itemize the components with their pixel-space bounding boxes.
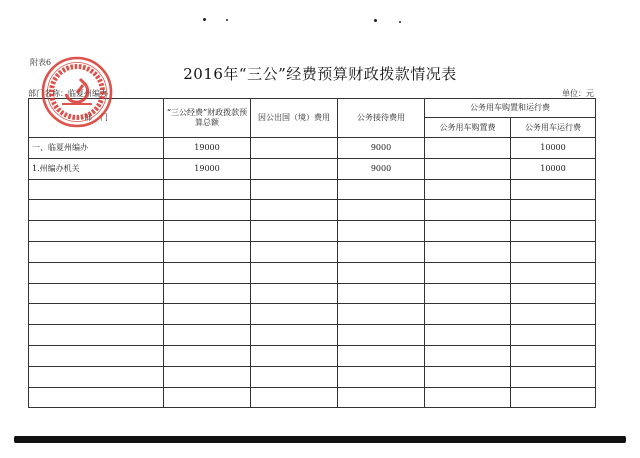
- cell-total: [164, 304, 251, 325]
- cell-purchase: [425, 241, 511, 262]
- cell-total: [164, 283, 251, 304]
- cell-total: [164, 221, 251, 242]
- cell-reception: [338, 262, 425, 283]
- cell-reception: [338, 345, 425, 366]
- table-row: [29, 200, 596, 221]
- cell-operation: [511, 304, 596, 325]
- cell-total: [164, 241, 251, 262]
- cell-dept: [29, 200, 164, 221]
- cell-operation: [511, 325, 596, 346]
- cell-reception: [338, 241, 425, 262]
- cell-abroad: [251, 387, 338, 408]
- table-row: [29, 138, 596, 159]
- cell-purchase: [425, 200, 511, 221]
- cell-abroad: [251, 138, 338, 159]
- header-vehicle-operation: 公务用车运行费: [511, 118, 596, 138]
- cell-abroad: [251, 283, 338, 304]
- cell-dept: [29, 304, 164, 325]
- table-row: [29, 325, 596, 346]
- cell-purchase: [425, 283, 511, 304]
- cell-total: [164, 262, 251, 283]
- cell-total: 19000: [164, 138, 251, 159]
- cell-operation: [511, 262, 596, 283]
- cell-dept: [29, 179, 164, 200]
- table-row: [29, 283, 596, 304]
- cell-total: [164, 387, 251, 408]
- cell-reception: 9000: [338, 158, 425, 179]
- official-seal: [40, 55, 114, 129]
- table-row: [29, 158, 596, 179]
- cell-abroad: [251, 221, 338, 242]
- cell-dept: [29, 221, 164, 242]
- cell-operation: [511, 366, 596, 387]
- cell-reception: [338, 325, 425, 346]
- cell-reception: [338, 366, 425, 387]
- cell-purchase: [425, 345, 511, 366]
- cell-purchase: [425, 325, 511, 346]
- cell-purchase: [425, 221, 511, 242]
- cell-total: [164, 325, 251, 346]
- cell-abroad: [251, 304, 338, 325]
- cell-abroad: [251, 262, 338, 283]
- cell-dept: 1.州编办机关: [29, 158, 164, 179]
- cell-abroad: [251, 366, 338, 387]
- cell-operation: [511, 200, 596, 221]
- cell-operation: [511, 283, 596, 304]
- cell-reception: [338, 304, 425, 325]
- cell-purchase: [425, 138, 511, 159]
- header-total: “三公经费”财政拨款预算总额: [164, 99, 251, 138]
- scan-speck: [226, 19, 228, 21]
- cell-reception: 9000: [338, 138, 425, 159]
- cell-dept: [29, 325, 164, 346]
- table-row: [29, 221, 596, 242]
- cell-operation: [511, 241, 596, 262]
- table-row: [29, 179, 596, 200]
- cell-reception: [338, 221, 425, 242]
- header-vehicle-purchase: 公务用车购置费: [425, 118, 511, 138]
- cell-dept: [29, 345, 164, 366]
- cell-dept: 一、临夏州编办: [29, 138, 164, 159]
- table-row: [29, 241, 596, 262]
- cell-dept: [29, 262, 164, 283]
- cell-operation: [511, 387, 596, 408]
- cell-abroad: [251, 241, 338, 262]
- header-reception: 公务接待费用: [338, 99, 425, 138]
- cell-purchase: [425, 304, 511, 325]
- cell-total: 19000: [164, 158, 251, 179]
- cell-dept: [29, 387, 164, 408]
- cell-purchase: [425, 387, 511, 408]
- table-row: [29, 262, 596, 283]
- table-row: [29, 366, 596, 387]
- cell-abroad: [251, 158, 338, 179]
- header-vehicle-group: 公务用车购置和运行费: [425, 99, 596, 118]
- cell-abroad: [251, 325, 338, 346]
- cell-purchase: [425, 179, 511, 200]
- cell-abroad: [251, 345, 338, 366]
- scan-speck: [399, 21, 401, 23]
- header-abroad: 因公出国（境）费用: [251, 99, 338, 138]
- scan-speck: [374, 19, 377, 22]
- department-label: 部门名称：临夏州编办: [28, 89, 108, 98]
- seal-stamp: [43, 58, 111, 126]
- cell-purchase: [425, 366, 511, 387]
- cell-reception: [338, 387, 425, 408]
- cell-dept: [29, 283, 164, 304]
- cell-total: [164, 366, 251, 387]
- cell-abroad: [251, 200, 338, 221]
- cell-operation: 10000: [511, 138, 596, 159]
- table-row: [29, 345, 596, 366]
- cell-total: [164, 345, 251, 366]
- cell-reception: [338, 179, 425, 200]
- cell-dept: [29, 241, 164, 262]
- cell-operation: 10000: [511, 158, 596, 179]
- scan-speck: [203, 18, 206, 21]
- budget-table: [28, 98, 596, 408]
- cell-operation: [511, 221, 596, 242]
- cell-purchase: [425, 262, 511, 283]
- cell-purchase: [425, 158, 511, 179]
- cell-operation: [511, 179, 596, 200]
- cell-total: [164, 200, 251, 221]
- table-body: [29, 138, 596, 408]
- cell-abroad: [251, 179, 338, 200]
- cell-operation: [511, 345, 596, 366]
- cell-reception: [338, 200, 425, 221]
- scan-edge-bar: [14, 436, 626, 443]
- cell-dept: [29, 366, 164, 387]
- unit-label: 单位：元: [562, 89, 594, 98]
- table-row: [29, 304, 596, 325]
- page-title: 2016年“三公”经费预算财政拨款情况表: [183, 65, 457, 83]
- annex-label: 附表6: [30, 58, 52, 67]
- header-dept: 部 门: [29, 99, 164, 138]
- cell-reception: [338, 283, 425, 304]
- cell-total: [164, 179, 251, 200]
- table-row: [29, 387, 596, 408]
